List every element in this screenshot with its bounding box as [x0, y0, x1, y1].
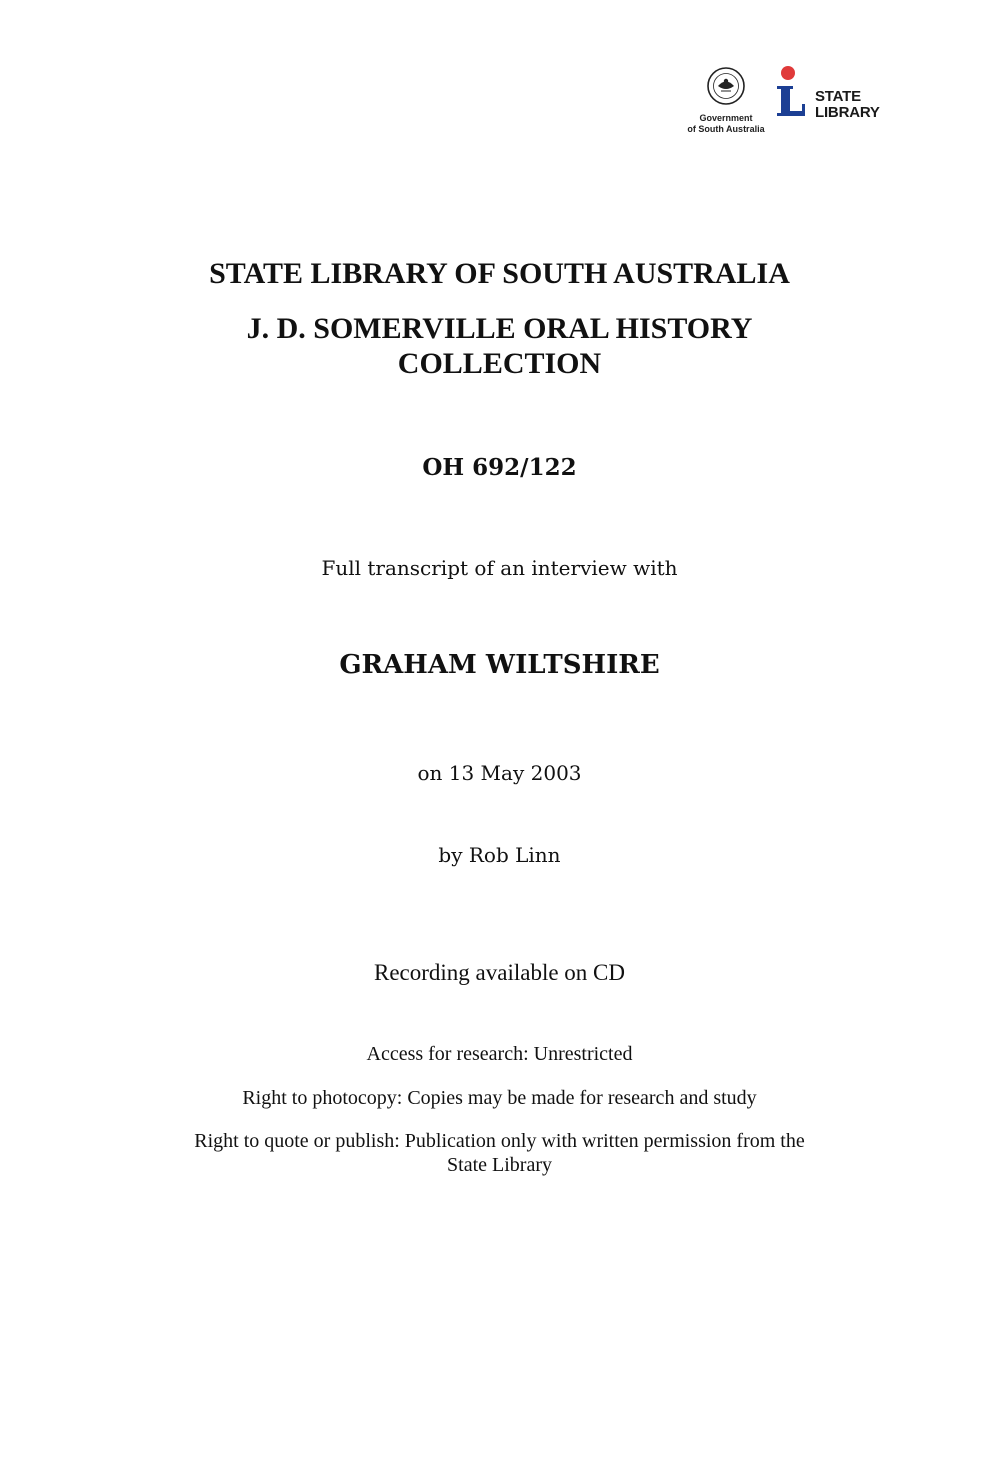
collection-title-line1: J. D. SOMERVILLE ORAL HISTORY: [246, 312, 753, 345]
state-library-logo: [775, 64, 895, 124]
publish-condition-line1: Right to quote or publish: Publication only with written permission from the: [194, 1130, 805, 1152]
recording-availability: Recording available on CD: [373, 960, 625, 985]
gov-logo-line1: Government: [699, 113, 753, 123]
interviewer: by Rob Linn: [438, 843, 561, 867]
publish-condition-line2: State Library: [447, 1154, 552, 1176]
government-of-south-australia-logo: [683, 64, 769, 139]
institution-title: STATE LIBRARY OF SOUTH AUSTRALIA: [209, 257, 790, 290]
photocopy-condition: Right to photocopy: Copies may be made for research and study: [242, 1087, 757, 1109]
state-library-i-icon: [775, 64, 811, 124]
state-library-logo-line2: LIBRARY: [815, 104, 880, 121]
interview-date: on 13 May 2003: [417, 761, 582, 785]
south-australia-crest-icon: [706, 66, 746, 106]
interviewee-name: GRAHAM WILTSHIRE: [339, 650, 660, 680]
collection-title-line2: COLLECTION: [397, 347, 602, 380]
catalogue-number: OH 692/122: [422, 454, 577, 481]
intro-text: Full transcript of an interview with: [321, 556, 678, 580]
gov-logo-line2: of South Australia: [687, 124, 765, 134]
header-logos: [683, 64, 893, 139]
state-library-logo-line1: STATE: [815, 88, 861, 105]
access-condition: Access for research: Unrestricted: [366, 1043, 633, 1065]
